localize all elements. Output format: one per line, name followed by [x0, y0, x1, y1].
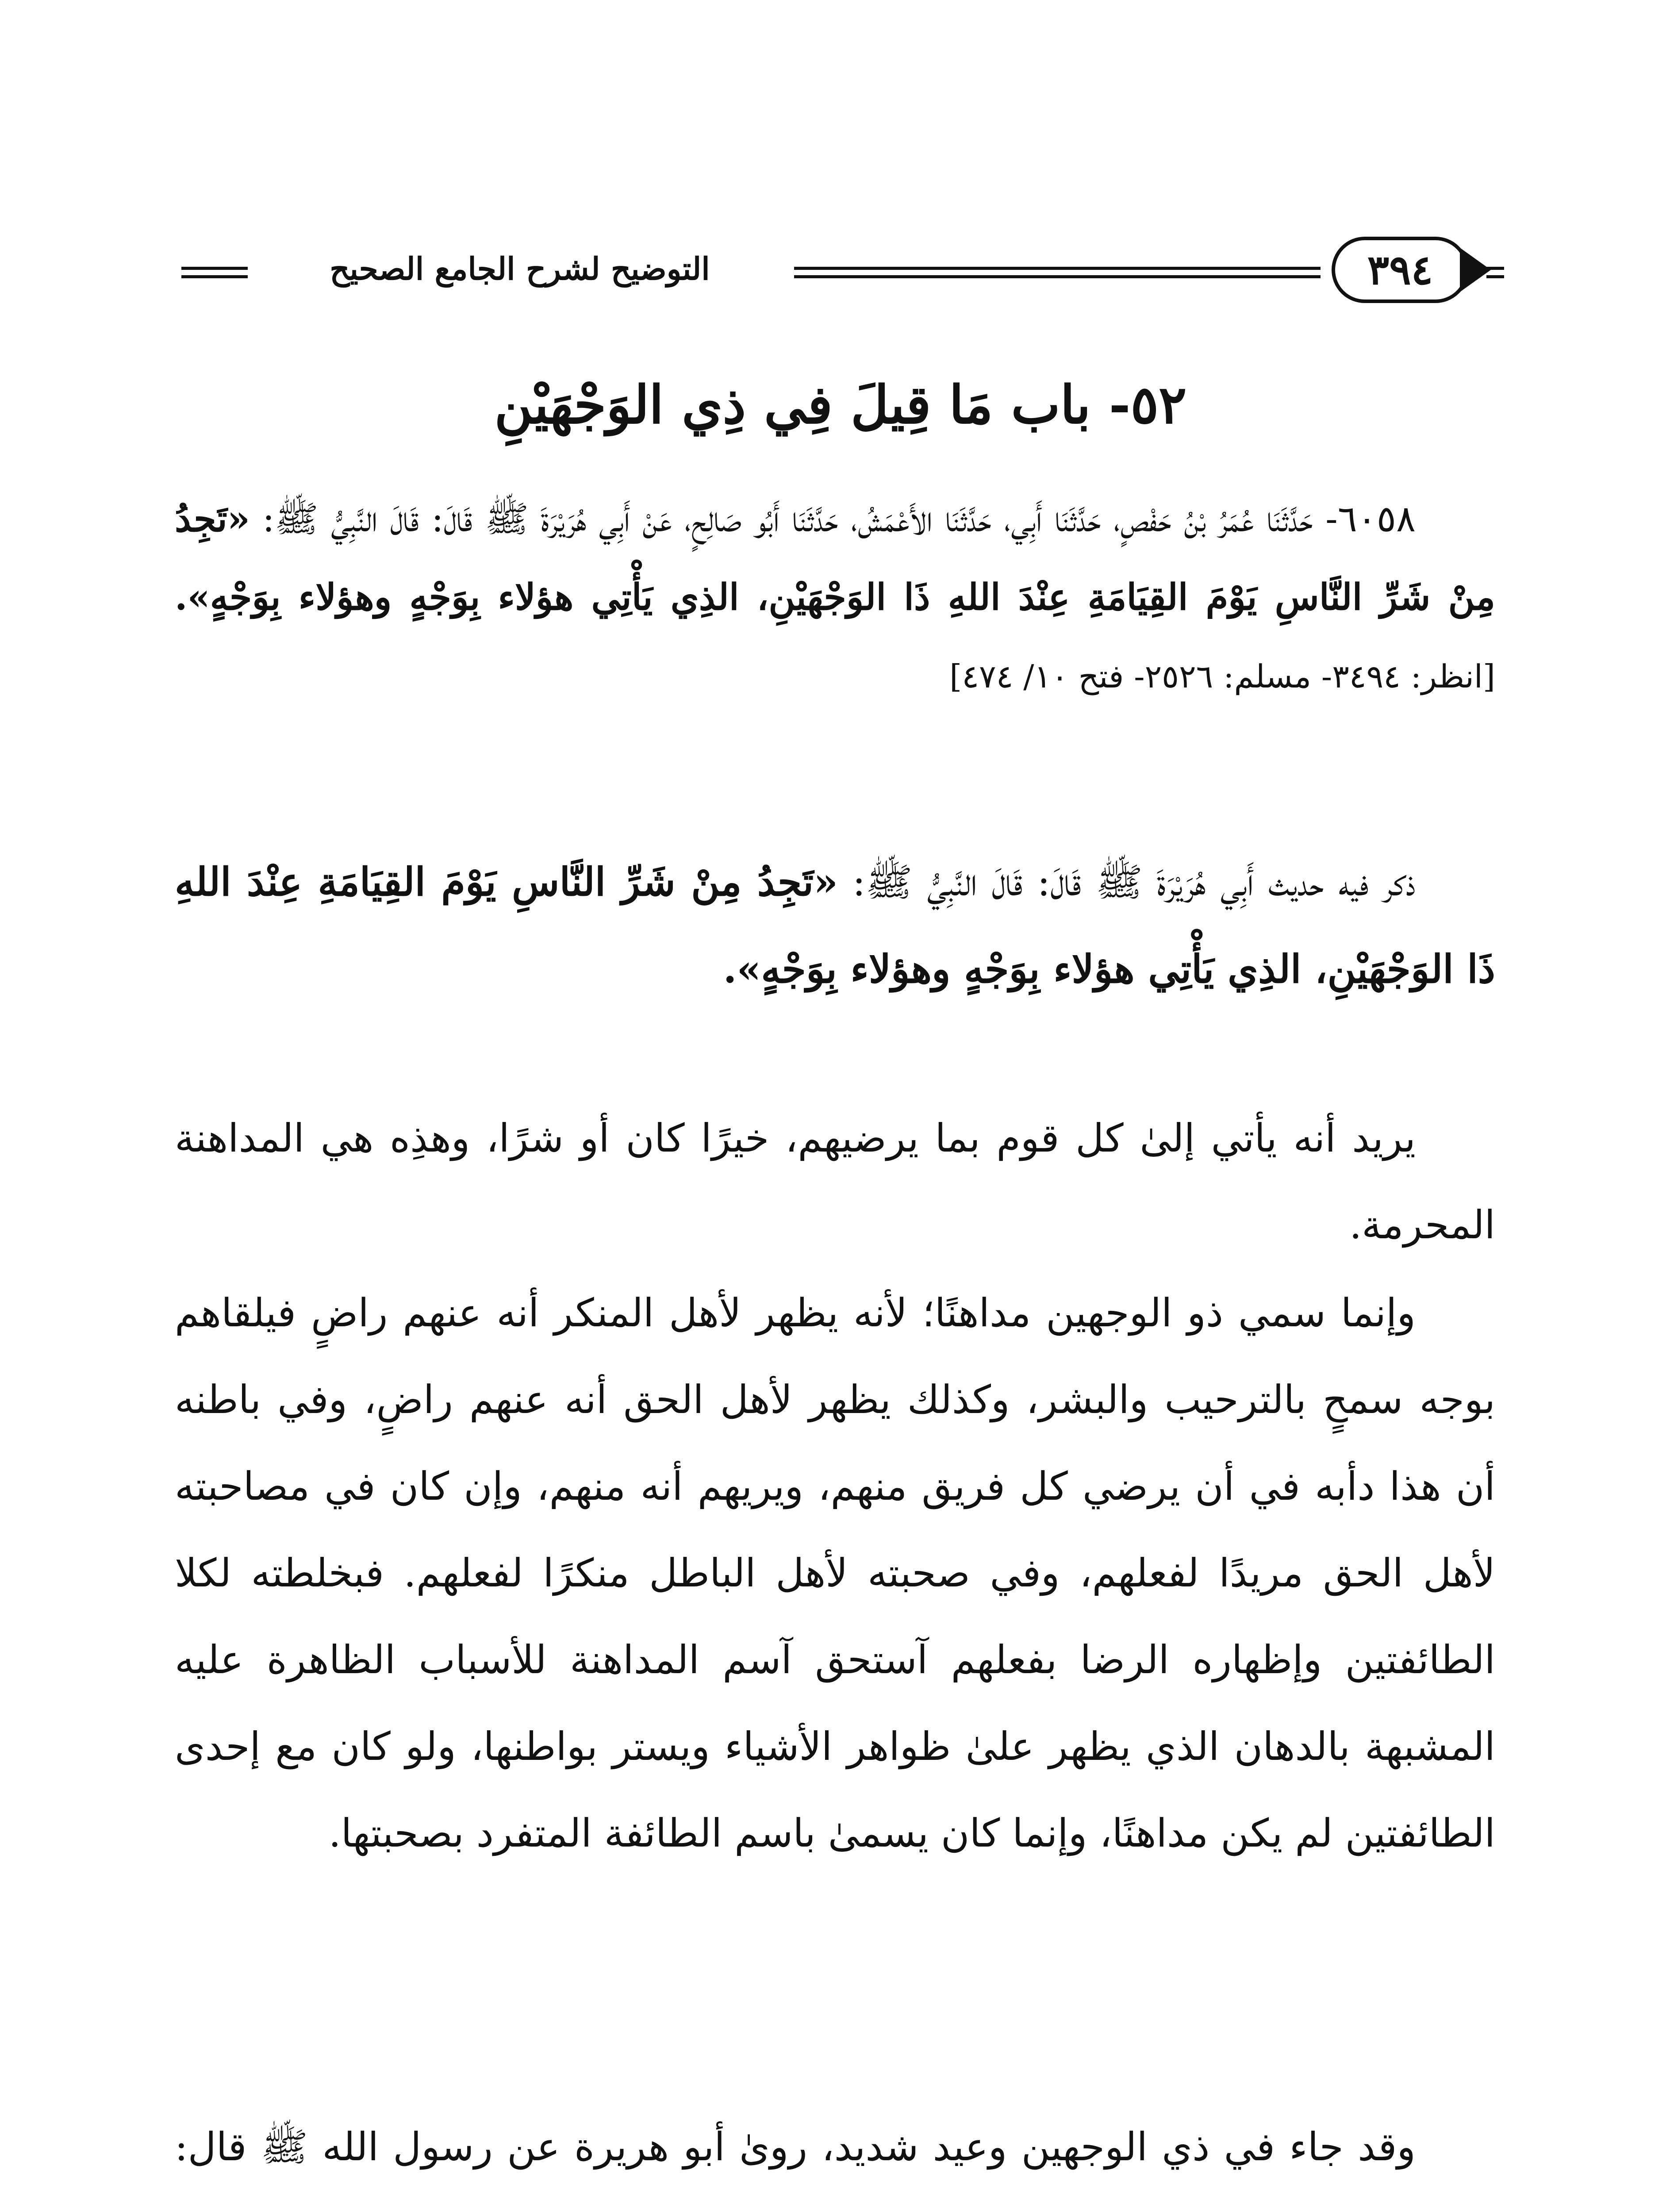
running-header-title: التوضيح لشرح الجامع الصحيح — [330, 250, 710, 287]
paragraph-2 — [175, 1095, 1495, 1268]
hadith-block — [175, 480, 1495, 715]
paragraph-4-intro: وقد جاء في ذي الوجهين وعيد شديد، روىٰ أبو هريرة عن رسول الله ﷺ قال: — [175, 2124, 1416, 2170]
chapter-title: ٥٢- باب مَا قِيلَ فِي ذِي الوَجْهَيْنِ — [494, 374, 1187, 435]
page-number-badge — [1332, 237, 1469, 303]
paragraph-1-intro: ذكر فيه حديث أَبِي هُرَيْرَةَ ﷺ قَالَ: قَالَ النَّبِيُّ ﷺ: — [852, 859, 1416, 905]
hadith-matn: «تَجِدُ مِنْ شَرِّ النَّاسِ يَوْمَ القِيَامَةِ عِنْدَ اللهِ ذَا الوَجْهَيْنِ، الذِي يَأْتِي هؤلاء بِوَجْهٍ وهؤلاء بِوَجْهٍ». — [175, 498, 1495, 618]
header-rule-right — [1486, 267, 1504, 278]
header-rule-middle — [794, 267, 1321, 278]
header-rule-left — [181, 267, 248, 278]
paragraph-1 — [175, 838, 1495, 1013]
paragraph-3 — [175, 1270, 1495, 1877]
paragraph-2-text: يريد أنه يأتي إلىٰ كل قوم بما يرضيهم، خيرًا كان أو شرًا، وهذِه هي المداهنة المحرمة. — [175, 1115, 1495, 1248]
hadith-reference: [انظر: ٣٤٩٤- مسلم: ٢٥٢٦- فتح ١٠/ ٤٧٤] — [949, 658, 1495, 695]
paragraph-3-text: وإنما سمي ذو الوجهين مداهنًا؛ لأنه يظهر لأهل المنكر أنه عنهم راضٍ فيلقاهم بوجه سمحٍ بالترحيب والبشر، وكذلك يظهر لأهل الحق أنه عنهم راضٍ، وفي باطنه أن هذا دأبه في أن يرضي كل فريق منهم، ويريهم أنه منهم، وإن كان في مصاحبته لأهل الحق مريدًا لفعلهم، وفي صحبته لأهل الباطل منكرًا لفعلهم. فبخلطته لكلا الطائفتين وإظهاره الرضا بفعلهم آستحق آسم المداهنة للأسباب الظاهرة عليه المشبهة بالدهان الذي يظهر علىٰ ظواهر الأشياء ويستر بواطنها، ولو كان مع إحدى الطائفتين لم يكن مداهنًا، وإنما كان يسمىٰ باسم الطائفة المتفرد بصحبتها. — [175, 1290, 1495, 1856]
hadith-isnad: ٦٠٥٨- حَدَّثَنَا عُمَرُ بْنُ حَفْصٍ، حَدَّثَنَا أَبِي، حَدَّثَنَا الأَعْمَشُ، حَدَّثَنَا أَبُو صَالِحٍ، عَنْ أَبِي هُرَيْرَةَ ﷺ قَالَ: قَالَ النَّبِيُّ ﷺ: — [262, 498, 1416, 540]
paragraph-1-quote: «تَجِدُ مِنْ شَرِّ النَّاسِ يَوْمَ القِيَامَةِ عِنْدَ اللهِ ذَا الوَجْهَيْنِ، الذِي يَأْتِي هؤلاء بِوَجْهٍ وهؤلاء بِوَجْهٍ». — [175, 859, 1495, 992]
paragraph-4 — [175, 2104, 1495, 2212]
page-number: ٣٩٤ — [1367, 246, 1433, 294]
